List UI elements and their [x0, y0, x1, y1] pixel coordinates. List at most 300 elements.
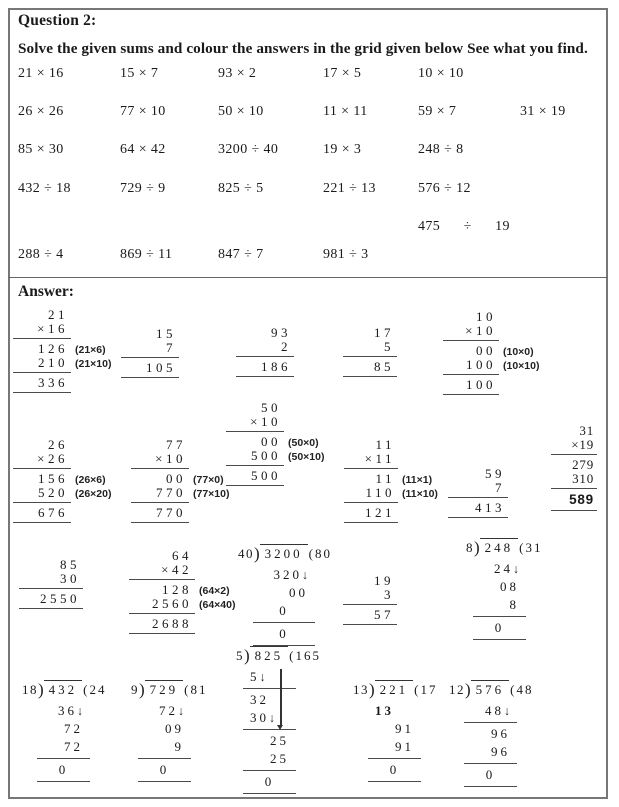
work-line: [245, 326, 291, 340]
worked-solution-m_77x10: [140, 437, 230, 526]
work-number: 210: [38, 355, 68, 370]
work-line: [560, 458, 594, 472]
division-dividend: 3200: [260, 544, 308, 561]
work-number: 08: [500, 579, 519, 594]
rule-line: [448, 517, 508, 518]
worked-solution-m_93x2: [245, 326, 291, 380]
worked-solution-d_576d12: [449, 682, 534, 789]
division-bracket: ): [139, 680, 145, 699]
bring-down-arrow-icon: ↓: [269, 710, 275, 726]
bring-down-arrow-icon: ↓: [178, 703, 184, 719]
work-annotation: (64×40): [199, 599, 236, 611]
work-number: 59: [485, 466, 505, 481]
work-line: [235, 434, 319, 449]
work-annotation: (50×10): [288, 451, 325, 463]
work-number: ×10: [465, 323, 496, 338]
problem: 26 × 26: [18, 104, 64, 119]
work-number: 5: [384, 339, 394, 354]
problem: 64 × 42: [120, 142, 166, 157]
work-line: [28, 558, 80, 572]
worked-solution-m_85x30: [28, 558, 80, 612]
work-line: [138, 596, 236, 611]
division-header: [131, 682, 208, 699]
work-line: [452, 357, 540, 372]
work-line: [44, 738, 83, 756]
problem: 729 ÷ 9: [120, 181, 166, 196]
problem: 825 ÷ 5: [218, 181, 264, 196]
division-header: [466, 540, 543, 557]
rule-line: [368, 781, 421, 782]
work-line: [560, 472, 594, 486]
work-number: 320: [273, 567, 302, 582]
problem: 59 × 7: [418, 104, 457, 119]
work-number: 21: [48, 307, 68, 322]
division-bracket: ): [38, 680, 44, 699]
work-number: 57: [374, 607, 394, 622]
work-number: 100: [466, 377, 496, 392]
division-bracket: ): [369, 680, 375, 699]
work-annotation: (21×10): [75, 358, 112, 370]
work-line: [560, 492, 594, 508]
work-line: [375, 761, 414, 779]
rule-line: [368, 758, 421, 759]
rule-line: [343, 376, 397, 377]
work-number: 85: [60, 557, 80, 572]
work-line: [28, 592, 80, 606]
rule-line: [464, 722, 517, 723]
rule-line: [138, 758, 191, 759]
work-line: [22, 485, 112, 500]
work-number: 32: [250, 692, 269, 707]
worked-solution-m_64x42: [138, 548, 236, 637]
work-line: [250, 668, 289, 686]
work-line: [140, 506, 186, 520]
division-header: [22, 682, 107, 699]
problem: 576 ÷ 12: [418, 181, 471, 196]
work-line: [140, 471, 224, 486]
work-line: [471, 743, 510, 761]
work-number: 00: [261, 434, 281, 449]
division-quotient: (17: [414, 682, 438, 697]
work-number: 17: [374, 325, 394, 340]
work-annotation: (11×1): [402, 474, 433, 486]
work-number: 64: [172, 548, 192, 563]
work-number: 19: [374, 573, 394, 588]
rule-line: [131, 502, 189, 503]
rule-line: [344, 502, 398, 503]
work-line: [375, 738, 414, 756]
rule-line: [473, 639, 526, 640]
work-number: 7: [495, 480, 505, 495]
worked-solution-d_221d13: [353, 682, 438, 784]
work-number: 91: [395, 721, 414, 736]
work-line: [22, 438, 68, 452]
work-line: [260, 625, 308, 643]
division-steps: [480, 560, 519, 640]
rule-line: [13, 338, 71, 339]
work-number: 72: [159, 703, 178, 718]
work-number: 110: [365, 485, 395, 500]
work-number: 500: [251, 448, 281, 463]
problem: 475 ÷ 19: [418, 219, 510, 234]
rule-line: [443, 374, 499, 375]
work-number: 15: [156, 326, 176, 341]
work-line: [245, 340, 291, 354]
rule-line: [343, 356, 397, 357]
work-line: [452, 343, 534, 358]
work-number: 13: [375, 703, 394, 718]
work-number: 156: [38, 471, 68, 486]
question-title: Question 2:: [18, 12, 97, 29]
work-line: [138, 617, 192, 631]
worked-solution-m_15x7: [130, 327, 176, 381]
rule-line: [551, 510, 597, 511]
work-number: 413: [475, 500, 505, 515]
work-number: 24: [494, 561, 513, 576]
work-number: 2550: [40, 591, 80, 606]
work-line: [353, 438, 395, 452]
rule-line: [443, 394, 499, 395]
work-line: [471, 702, 510, 720]
rule-line: [13, 522, 71, 523]
work-number: 2560: [152, 596, 192, 611]
division-header: [236, 648, 321, 665]
work-number: 93: [271, 325, 291, 340]
rule-line: [344, 522, 398, 523]
rule-line: [243, 729, 296, 730]
division-quotient: (24: [83, 682, 107, 697]
worked-solution-m_26x26: [22, 437, 112, 526]
rule-line: [131, 468, 189, 469]
work-line: [250, 691, 289, 709]
work-number: ×10: [155, 451, 186, 466]
work-annotation: (77×10): [193, 488, 230, 500]
work-line: [130, 341, 176, 355]
work-number: 770: [156, 505, 186, 520]
work-line: [480, 619, 519, 637]
problem: 31 × 19: [520, 104, 566, 119]
rule-line: [37, 781, 90, 782]
work-line: [457, 481, 505, 495]
division-divisor: 5: [236, 648, 244, 663]
problem: 432 ÷ 18: [18, 181, 71, 196]
work-annotation: (64×2): [199, 585, 230, 597]
worked-solution-m_50x10: [235, 400, 325, 489]
problem: 10 × 10: [418, 66, 464, 81]
worked-solution-m_10x10: [452, 309, 540, 398]
problem: 981 ÷ 3: [323, 247, 369, 262]
work-line: [353, 471, 433, 486]
work-line: [22, 341, 106, 356]
rule-line: [131, 522, 189, 523]
rule-line: [226, 485, 284, 486]
work-number: ×19: [571, 437, 594, 452]
worked-solution-d_3200d40: [238, 546, 332, 648]
work-line: [235, 469, 281, 483]
division-dividend: 729: [145, 680, 184, 697]
division-divisor: 9: [131, 682, 139, 697]
problem: 17 × 5: [323, 66, 362, 81]
work-line: [44, 720, 83, 738]
rule-line: [343, 604, 397, 605]
rule-line: [13, 372, 71, 373]
work-number: 91: [395, 739, 414, 754]
work-number: 2: [281, 339, 291, 354]
division-steps: [145, 702, 184, 782]
work-line: [245, 360, 291, 374]
division-dividend: 432: [44, 680, 83, 697]
work-number: 105: [146, 360, 176, 375]
work-line: [235, 415, 281, 429]
work-number: 26: [48, 437, 68, 452]
work-line: [145, 702, 184, 720]
rule-line: [138, 781, 191, 782]
work-line: [130, 361, 176, 375]
work-line: [480, 560, 519, 578]
problem: 847 ÷ 7: [218, 247, 264, 262]
work-line: [140, 452, 186, 466]
work-line: [260, 602, 308, 620]
work-line: [138, 563, 192, 577]
rule-line: [129, 613, 195, 614]
work-number: 5: [250, 669, 260, 684]
work-number: 00: [166, 471, 186, 486]
work-line: [352, 574, 394, 588]
work-annotation: (21×6): [75, 344, 106, 356]
work-line: [560, 438, 594, 452]
division-steps: [260, 566, 308, 646]
bring-down-arrow-icon: ↓: [513, 561, 519, 577]
rule-line: [129, 633, 195, 634]
division-divisor: 12: [449, 682, 465, 697]
division-steps: [250, 668, 289, 794]
work-line: [250, 732, 289, 750]
work-line: [145, 720, 184, 738]
work-number: 0: [389, 762, 400, 777]
instruction-text: Solve the given sums and colour the answers in the grid given below See what you find.: [18, 40, 588, 57]
division-divisor: 13: [353, 682, 369, 697]
division-header: [238, 546, 332, 563]
work-line: [353, 485, 438, 500]
work-line: [145, 738, 184, 756]
work-number: 72: [64, 721, 83, 736]
work-number: 3: [384, 587, 394, 602]
work-number: 9: [174, 739, 184, 754]
work-line: [235, 401, 281, 415]
work-number: 30: [60, 571, 80, 586]
division-quotient: (80: [308, 546, 333, 561]
work-line: [480, 578, 519, 596]
work-number: 0: [279, 626, 289, 641]
work-line: [44, 702, 83, 720]
problem: 50 × 10: [218, 104, 264, 119]
work-annotation: (26×20): [75, 488, 112, 500]
work-annotation: (10×0): [503, 346, 534, 358]
rule-line: [236, 356, 294, 357]
work-number: 72: [64, 739, 83, 754]
work-line: [352, 588, 394, 602]
work-number: 30: [250, 710, 269, 725]
worked-solution-d_248d8: [466, 540, 543, 642]
work-line: [22, 376, 68, 390]
work-number: 0: [58, 762, 69, 777]
work-line: [250, 750, 289, 768]
work-line: [130, 327, 176, 341]
division-divisor: 40: [238, 546, 254, 561]
work-line: [235, 448, 325, 463]
work-line: [44, 761, 83, 779]
work-number: 520: [38, 485, 68, 500]
work-line: [22, 452, 68, 466]
rule-line: [443, 340, 499, 341]
rule-line: [121, 357, 179, 358]
work-number: 25: [270, 751, 289, 766]
work-line: [22, 308, 68, 322]
work-annotation: (26×6): [75, 474, 106, 486]
work-line: [22, 322, 68, 336]
work-number: 336: [38, 375, 68, 390]
work-line: [353, 452, 395, 466]
problem: 288 ÷ 4: [18, 247, 64, 262]
division-quotient: (81: [184, 682, 208, 697]
work-line: [452, 310, 496, 324]
work-line: [375, 720, 414, 738]
work-number: ×16: [37, 321, 68, 336]
rule-line: [19, 588, 83, 589]
worked-solution-m_11x11: [353, 437, 438, 526]
work-line: [452, 378, 496, 392]
rule-line: [121, 377, 179, 378]
division-steps: [44, 702, 83, 782]
work-line: [250, 773, 289, 791]
rule-line: [464, 763, 517, 764]
rule-line: [19, 608, 83, 609]
work-number: 11: [375, 437, 395, 452]
division-header: [449, 682, 534, 699]
work-annotation: (77×0): [193, 474, 224, 486]
work-number: 500: [251, 468, 281, 483]
division-bracket: ): [254, 544, 260, 563]
work-number: 36: [58, 703, 77, 718]
work-line: [353, 506, 395, 520]
rule-line: [551, 488, 597, 489]
work-number: 10: [476, 309, 496, 324]
work-line: [138, 582, 230, 597]
division-quotient: (165: [289, 648, 322, 663]
rule-line: [13, 502, 71, 503]
division-divisor: 18: [22, 682, 38, 697]
work-number: 11: [375, 471, 395, 486]
work-line: [375, 702, 414, 720]
work-number: 186: [261, 359, 291, 374]
rule-line: [343, 624, 397, 625]
division-quotient: (48: [510, 682, 534, 697]
division-dividend: 221: [375, 680, 414, 697]
work-line: [352, 340, 394, 354]
work-line: [352, 608, 394, 622]
work-number: 09: [165, 721, 184, 736]
problem: 77 × 10: [120, 104, 166, 119]
work-line: [457, 467, 505, 481]
arrowhead: [277, 725, 283, 730]
rule-line: [551, 454, 597, 455]
work-line: [22, 506, 68, 520]
work-number: ×42: [161, 562, 192, 577]
work-number: 0: [264, 774, 275, 789]
work-line: [145, 761, 184, 779]
rule-line: [473, 616, 526, 617]
problem: 85 × 30: [18, 142, 64, 157]
worked-solution-d_825d5: [236, 648, 321, 796]
problem: 19 × 3: [323, 142, 362, 157]
work-number: ×10: [250, 414, 281, 429]
rule-line: [129, 579, 195, 580]
worked-solution-m_21x16: [22, 307, 112, 396]
rule-line: [13, 392, 71, 393]
work-line: [471, 766, 510, 784]
problem: 869 ÷ 11: [120, 247, 173, 262]
work-number: 676: [38, 505, 68, 520]
work-line: [457, 501, 505, 515]
work-number: 0: [494, 620, 505, 635]
worked-solution-m_31x19: [560, 424, 594, 514]
worked-solution-m_59x7: [457, 467, 505, 521]
work-annotation: (10×10): [503, 360, 540, 372]
rule-line: [226, 465, 284, 466]
division-divisor: 8: [466, 540, 474, 555]
division-dividend: 248: [480, 538, 519, 555]
work-number: 310: [572, 471, 594, 486]
division-bracket: ): [465, 680, 471, 699]
work-annotation: (11×10): [402, 488, 438, 500]
bring-down-arrow-icon: ↓: [504, 703, 510, 719]
work-annotation: (50×0): [288, 437, 319, 449]
work-number: 589: [569, 492, 594, 507]
bring-down-long-arrow-icon: [280, 669, 282, 726]
problem: 221 ÷ 13: [323, 181, 376, 196]
problem: 3200 ÷ 40: [218, 142, 279, 157]
work-line: [260, 584, 308, 602]
problem: 15 × 7: [120, 66, 159, 81]
bring-down-arrow-icon: ↓: [77, 703, 83, 719]
work-number: 31: [579, 423, 594, 438]
division-dividend: 576: [471, 680, 510, 697]
work-number: ×11: [364, 451, 395, 466]
worked-solution-m_17x5: [352, 326, 394, 380]
problem: 93 × 2: [218, 66, 257, 81]
division-steps: [375, 702, 414, 782]
work-line: [471, 725, 510, 743]
division-bracket: ): [474, 538, 480, 557]
work-number: 50: [261, 400, 281, 415]
work-number: ×26: [37, 451, 68, 466]
division-dividend: 825: [250, 646, 289, 663]
work-line: [352, 326, 394, 340]
rule-line: [37, 758, 90, 759]
rule-line: [236, 376, 294, 377]
work-line: [260, 566, 308, 584]
work-line: [140, 438, 186, 452]
work-line: [452, 324, 496, 338]
work-number: 2688: [152, 616, 192, 631]
rule-line: [243, 770, 296, 771]
bring-down-arrow-icon: ↓: [259, 669, 266, 685]
rule-line: [226, 431, 284, 432]
rule-line: [243, 793, 296, 794]
work-number: 00: [289, 585, 308, 600]
work-number: 121: [365, 505, 395, 520]
work-number: 7: [166, 340, 176, 355]
